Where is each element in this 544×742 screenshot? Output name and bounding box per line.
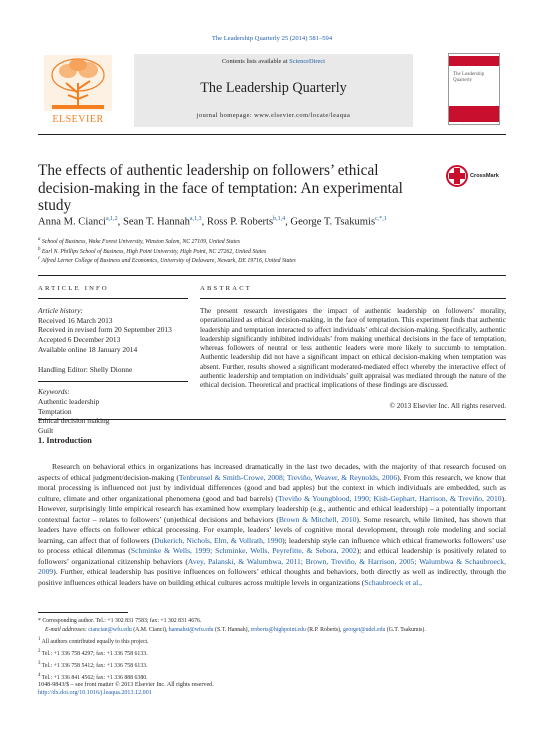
crossmark-icon <box>446 164 468 188</box>
affiliation-text: Alfred Lerner College of Business and Economics, University of Delaware, Newark, DE 19716, United States <box>41 257 296 264</box>
footnote-emails <box>38 626 508 635</box>
introduction-paragraph <box>38 462 506 588</box>
keywords-rule <box>38 381 188 382</box>
journal-homepage-line <box>134 112 413 119</box>
header-rule <box>38 134 506 135</box>
email-link[interactable]: rroberts@highpoint.edu <box>250 627 306 633</box>
article-info <box>38 306 188 436</box>
footnote <box>38 647 508 659</box>
abstract-bottom-rule <box>38 419 506 420</box>
citation-link[interactable]: Avey, Palanski, & Walumbwa, 2011; Brown, Treviño, & Harrison, 2005; Walumbwa & Schaubroeck, 2009 <box>38 556 506 576</box>
affiliation-text: Earl N. Phillips School of Business, High Point University, High Point, NC 27262, United States <box>41 248 267 255</box>
body-text: ); and ethical leadership is positively related to followers’ organizational citizenship behaviors ( <box>38 546 506 566</box>
body-text: ). However, surprisingly little empirical research has examined how exemplary leadership (e.g., authentic and ethical leadership) – a potentially important contextual factor – relates to followers’ (un)ethical decisions and behaviors ( <box>38 493 506 524</box>
body-text: ). Some research, while limited, has shown that leaders have effects on follower ethical processing. For example, leaders’ levels of cognitive moral development, through role modeling and social learning, can affect that of followers ( <box>38 514 506 545</box>
history-item: Received in revised form 20 September 2013 <box>38 325 172 335</box>
email-link[interactable]: ciancian@wfu.edu <box>88 627 132 633</box>
affiliation-mark: b <box>38 247 41 252</box>
footnote-number: 4 <box>38 672 41 678</box>
abstract-heading: ABSTRACT <box>200 285 253 292</box>
history-label: Article history: <box>38 306 83 315</box>
citation-link[interactable]: Brown & Mitchell, 2010 <box>278 514 357 524</box>
doi-link[interactable]: http://dx.doi.org/10.1016/j.leaqua.2013.12.001 <box>38 690 152 697</box>
body-text: ). From this research, we know that moral processing is influenced not just by individual differences (good and bad apples) but the context in which individuals are embedded, such as culture, climate and other organizational phenomena (good and bad barrels) ( <box>38 472 506 503</box>
issn-block <box>38 681 508 698</box>
email-label: E-mail addresses: <box>45 627 89 633</box>
history-item: Available online 18 January 2014 <box>38 344 138 354</box>
affiliation <box>38 256 508 264</box>
footnote <box>38 659 508 671</box>
cover-bottom-band <box>449 106 499 122</box>
footnote-number: 1 <box>38 637 41 642</box>
affiliation-rule <box>38 275 506 276</box>
journal-citation[interactable]: The Leadership Quarterly 25 (2014) 581–594 <box>211 35 333 42</box>
author-name: George T. Tsakumis <box>290 216 376 228</box>
footnote-text: Tel.: +1 336 758 4297; fax: +1 336 758 6133. <box>41 650 148 657</box>
journal-name: The Leadership Quarterly <box>200 80 347 96</box>
cover-title: The Leadership Quarterly <box>453 72 485 83</box>
elsevier-wordmark: ELSEVIER <box>52 114 104 125</box>
body-text: Research on behavioral ethics in organizations has increased dramatically in the last two decades, with the majority of that research focused on aspects of ethical judgment/decision-making ( <box>38 462 506 482</box>
cover-top-band <box>449 56 499 66</box>
journal-cover-thumbnail <box>448 53 500 125</box>
author-name: Anna M. Cianci <box>38 216 106 228</box>
keyword: Ethical decision making <box>38 416 110 426</box>
journal-homepage-link[interactable]: www.elsevier.com/locate/leaqua <box>254 112 351 119</box>
footnotes <box>38 617 508 683</box>
footnote-number: 3 <box>38 660 41 666</box>
history-item: Accepted 6 December 2013 <box>38 335 121 345</box>
footnote-text: Tel.: +1 336 841 4562; fax: +1 336 888 6380. <box>41 674 148 681</box>
article-info-heading: ARTICLE INFO <box>38 285 109 292</box>
affiliation-text: School of Business, Wake Forest University, Winston Salem, NC 27109, United States <box>41 238 240 245</box>
homepage-prefix: journal homepage: <box>196 112 255 119</box>
keywords-label: Keywords: <box>38 387 70 397</box>
introduction-body <box>38 462 506 588</box>
body-text: ). Further, ethical leadership has positive influences on followers’ ethical thoughts and behaviors, both directly as well as indirectly, through the positive influences ethical leaders have on building ethical cultures across multiple levels in organizations ( <box>38 567 506 587</box>
footnote-number: 2 <box>38 648 41 654</box>
citation-link[interactable]: Tenbrunsel & Smith-Crowe, 2008; Treviño, Weaver, & Reynolds, 2006 <box>178 472 398 482</box>
author-marks[interactable]: a,1,3 <box>189 216 202 222</box>
affiliation <box>38 247 508 255</box>
author-marks[interactable]: a,1,2 <box>105 216 118 222</box>
sciencedirect-link[interactable]: ScienceDirect <box>289 58 325 65</box>
keyword: Authentic leadership <box>38 396 100 406</box>
citation-link[interactable]: Schminke & Wells, 1999; Schminke, Wells, Peyrefitte, & Sebora, 2002 <box>130 546 357 555</box>
citation-link[interactable]: Schaubroeck et al., <box>364 577 423 587</box>
email-owner: (S.T. Hannah), <box>213 627 251 633</box>
keyword: Temptation <box>38 406 72 416</box>
section-heading-introduction: 1. Introduction <box>38 436 92 445</box>
footnote-rule <box>38 612 128 613</box>
email-link[interactable]: hannahst@wfu.edu <box>168 627 214 633</box>
contents-prefix: Contents lists available at <box>222 58 290 65</box>
author-name: Ross P. Roberts <box>206 216 274 228</box>
history-item: Received 16 March 2013 <box>38 315 113 325</box>
email-owner: (R.P. Roberts), <box>305 627 343 633</box>
crossmark-button[interactable] <box>446 164 506 190</box>
handling-editor: Handling Editor: Shelly Dionne <box>38 364 133 374</box>
footnote-text: Tel.: +1 336 758 5412; fax: +1 336 758 6133. <box>41 662 148 669</box>
keyword: Guilt <box>38 426 54 436</box>
citation-link[interactable]: Treviño & Youngblood, 1990; Kish-Gephart, Harrison, & Treviño, 2010 <box>277 493 502 503</box>
front-matter-line: 1048-9843/$ – see front matter © 2013 Elsevier Inc. All rights reserved. <box>38 682 214 688</box>
body-text: ); leadership style can influence which ethical frameworks followers’ use to process ethical dilemmas ( <box>38 535 507 555</box>
affiliation-mark: c <box>38 256 41 261</box>
affiliation-mark: a <box>38 237 41 242</box>
footnote-text: All authors contributed equally to this project. <box>41 638 149 645</box>
footnote <box>38 635 508 647</box>
abstract-rule <box>200 298 506 299</box>
footnote-corresponding: * Corresponding author. Tel.: +1 302 831 7583; fax: +1 302 831 4676. <box>38 618 202 624</box>
abstract-copyright: © 2013 Elsevier Inc. All rights reserved. <box>389 402 506 410</box>
author-marks[interactable]: b,1,4 <box>273 216 286 222</box>
author-list: Anna M. Cianci$^{a,1,2}$, Sean T. Hannah$^{a,1,3}$, Ross P. Roberts$^{b,1,4}$, George T. Tsakumis$^{c,*,1}$ <box>38 216 387 228</box>
affiliation <box>38 237 508 245</box>
article-title: The effects of authentic leadership on followers’ ethical decision-making in the face of temptation: An experimental study <box>38 162 403 215</box>
email-owner: (G.T. Tsakumis). <box>385 627 426 633</box>
contents-line <box>134 58 413 65</box>
abstract-text: The present research investigates the impact of authentic leadership on followers’ morality, operationalized as ethical decision-making, in the face of temptation. This experiment finds that authentic leadership and temptation interacted to affect individuals’ ethical decision-making. Specifically, authentic leadership significantly inhibited individuals’ from making unethical decisions in the face of temptation, whereas followers of neutral or less authentic leaders were more likely to succumb to temptation. Authentic leadership did not have a significant impact on ethical decision-making when temptation was absent. Further, results showed a significant moderated-mediated effect whereby the interactive effect of authentic leadership and temptation on individuals’ guilt appraisal was mediated through the nature of the ethical decision. Theoretical and practical implications of these findings are discussed. <box>200 307 506 390</box>
crossmark-label: CrossMark <box>470 173 499 179</box>
author-marks[interactable]: c,*,1 <box>375 216 387 222</box>
author-name: Sean T. Hannah <box>122 216 190 228</box>
citation-link[interactable]: Dukerich, Nichols, Elm, & Vollrath, 1990 <box>154 535 283 545</box>
article-info-rule <box>38 298 188 299</box>
email-owner: (A.M. Cianci), <box>131 627 169 633</box>
email-link[interactable]: georget@udel.edu <box>342 627 386 633</box>
